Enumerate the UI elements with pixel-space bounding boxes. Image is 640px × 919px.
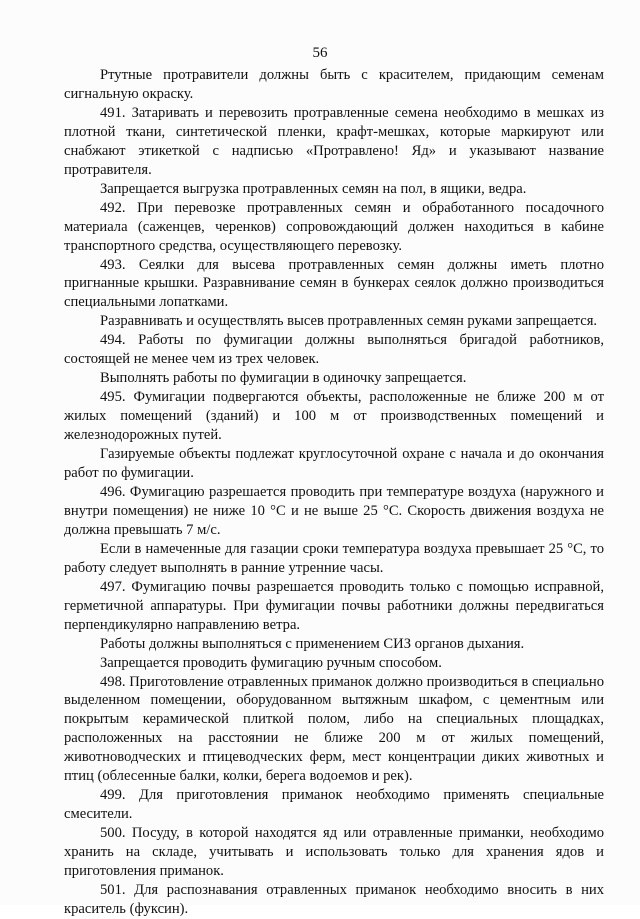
page-number: 56: [312, 45, 328, 61]
document-body: [64, 66, 604, 919]
paragraph: Работы должны выполняться с применением СИЗ органов дыхания.: [100, 635, 525, 652]
paragraph-493: 493. Сеялки для высева протравленных семян должны иметь плотно пригнанные крышки. Разравнивание семян в бункерах сеялок должно производиться специальными лопатками.: [64, 256, 604, 311]
paragraph-498: 498. Приготовление отравленных приманок должно производиться в специально выделенном помещении, оборудованном вытяжным шкафом, с цементным или покрытым керамической плиткой полом, либо на специальных площадках, расположенных на расстоянии не ближе 200 м от жилых помещений, животноводческих и птицеводческих ферм, мест концентрации диких животных и птиц (облесенные балки, колки, берега водоемов и рек).: [64, 673, 604, 785]
paragraph: Если в намеченные для газации сроки температура воздуха превышает 25 °С, то работу следует выполнять в ранние утренние часы.: [64, 540, 604, 576]
paragraph-497: 497. Фумигацию почвы разрешается проводить только с помощью исправной, герметичной аппаратуры. При фумигации почвы работники должны передвигаться перпендикулярно направлению ветра.: [64, 578, 604, 633]
paragraph-501: 501. Для распознавания отравленных приманок необходимо вносить в них краситель (фуксин).: [64, 881, 604, 917]
paragraph-494: 494. Работы по фумигации должны выполняться бригадой работников, состоящей не менее чем из трех человек.: [64, 332, 604, 368]
paragraph-492: 492. При перевозке протравленных семян и обработанного посадочного материала (саженцев, черенков) сопровождающий должен находиться в кабине транспортного средства, осуществляющего перевозку.: [64, 199, 604, 254]
paragraph: Ртутные протравители должны быть с красителем, придающим семенам сигнальную окраску.: [64, 67, 604, 102]
paragraph: Выполнять работы по фумигации в одиночку запрещается.: [100, 370, 467, 387]
paragraph-500: 500. Посуду, в которой находятся яд или отравленные приманки, необходимо хранить на складе, учитывать и использовать только для хранения ядов и приготовления приманок.: [64, 825, 604, 880]
paragraph: Газируемые объекты подлежат круглосуточной охране с начала и до окончания работ по фумигации.: [64, 446, 604, 482]
paragraph-496: 496. Фумигацию разрешается проводить при температуре воздуха (наружного и внутри помещения) не ниже 10 °С и не выше 25 °С. Скорость движения воздуха не должна превышать 7 м/с.: [64, 483, 604, 538]
paragraph: Запрещается проводить фумигацию ручным способом.: [100, 654, 442, 671]
paragraph-495: 495. Фумигации подвергаются объекты, расположенные не ближе 200 м от жилых помещений (зданий) и 100 м от производственных помещений и железнодорожных путей.: [64, 389, 604, 444]
paragraph: Запрещается выгрузка протравленных семян на пол, в ящики, ведра.: [100, 180, 527, 197]
paragraph: Разравнивать и осуществлять высев протравленных семян руками запрещается.: [100, 313, 598, 330]
paragraph-499: 499. Для приготовления приманок необходимо применять специальные смесители.: [64, 787, 604, 823]
paragraph-491: 491. Затаривать и перевозить протравленные семена необходимо в мешках из плотной ткани, синтетической пленки, крафт-мешках, которые маркируют или снабжают этикеткой с надписью «Протравлено! Яд» и указывают название протравителя.: [64, 104, 604, 178]
